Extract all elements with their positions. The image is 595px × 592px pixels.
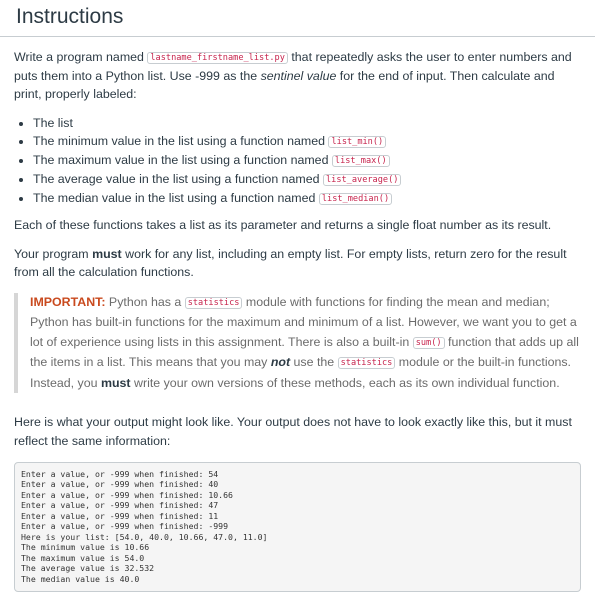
title-divider — [0, 36, 595, 37]
function-code: list_median() — [319, 193, 392, 205]
not-emphasis: not — [270, 355, 291, 370]
must-emphasis: must — [92, 246, 122, 261]
requirements-list — [14, 114, 581, 208]
output-line: The average value is 32.532 — [21, 563, 155, 574]
output-line: Enter a value, or -999 when finished: 11 — [21, 510, 219, 521]
functions-paragraph: Each of these functions takes a list as its parameter and returns a single float number as its result. — [14, 218, 552, 233]
output-line: Enter a value, or -999 when finished: 47 — [21, 500, 219, 511]
important-label: IMPORTANT: — [30, 294, 106, 309]
list-item: • The median value in the list using a function named list_median() — [33, 189, 581, 208]
list-item: • The list — [33, 114, 581, 132]
output-line: The minimum value is 10.66 — [21, 542, 150, 553]
list-item: • The average value in the list using a function named list_average() — [33, 170, 581, 189]
output-line: The maximum value is 54.0 — [21, 552, 145, 563]
important-callout: IMPORTANT: Python has a statistics module with functions for finding the mean and median; Python has built-in functions for the maximum and minimum of a list. However, we want you to get a lot of experience using lists in this assignment. There is also a built-in sum() function that adds up all the items in a list. This means that you may not use the statistics module or the built-in functions. Instead, you must write your own versions of these methods, each as its own individual function. — [14, 293, 581, 394]
output-line: Here is your list: [54.0, 40.0, 10.66, 47.0, 11.0] — [21, 531, 268, 542]
filename-code: lastname_firstname_list.py — [147, 52, 288, 64]
sum-code: sum() — [413, 337, 445, 349]
page-title: Instructions — [16, 5, 124, 28]
output-line: Enter a value, or -999 when finished: 40 — [21, 479, 219, 490]
output-line: Enter a value, or -999 when finished: 10.66 — [21, 489, 233, 500]
output-line: The median value is 40.0 — [21, 573, 140, 584]
empty-list-paragraph: Your program must work for any list, including an empty list. For empty lists, return zero for the result from all the calculation functions. — [14, 246, 567, 280]
list-item: • The minimum value in the list using a function named list_min() — [33, 132, 581, 151]
statistics-code: statistics — [338, 357, 396, 369]
output-intro-paragraph: Here is what your output might look like. Your output does not have to look exactly like this, but it must reflect the same information: — [14, 415, 572, 448]
function-code: list_min() — [328, 136, 386, 148]
intro-paragraph: Write a program named lastname_firstname_list.py that repeatedly asks the user to enter numbers and puts them into a Python list. Use -999 as the sentinel value for the end of input. Then calculate and print, properly labeled: — [14, 50, 572, 102]
output-line: Enter a value, or -999 when finished: -999 — [21, 521, 229, 532]
statistics-code: statistics — [185, 297, 243, 309]
function-code: list_max() — [332, 155, 390, 167]
must-emphasis: must — [100, 375, 131, 390]
output-line: Enter a value, or -999 when finished: 54 — [21, 468, 219, 479]
sentinel-term: sentinel value — [260, 68, 337, 83]
sample-output-block — [14, 462, 581, 592]
list-item: • The maximum value in the list using a function named list_max() — [33, 151, 581, 170]
function-code: list_average() — [323, 174, 401, 186]
